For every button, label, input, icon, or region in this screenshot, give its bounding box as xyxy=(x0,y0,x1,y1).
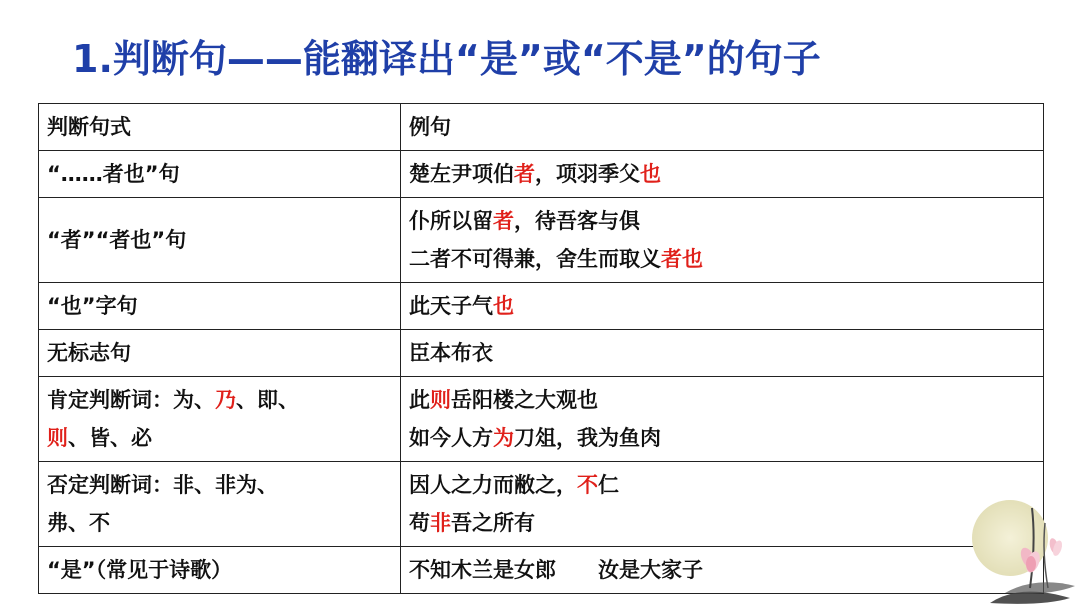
highlighted-keyword: 也 xyxy=(640,162,661,186)
text-segment: 不知木兰是女郎 汝是大家子 xyxy=(409,558,703,582)
judgment-sentence-table xyxy=(38,103,1044,594)
text-segment: 臣本布衣 xyxy=(409,341,493,365)
text-segment: 肯定判断词：为、 xyxy=(47,388,215,412)
text-segment: 楚左尹项伯 xyxy=(409,162,514,186)
example-cell xyxy=(401,283,1044,330)
cell-line xyxy=(409,466,1035,504)
highlighted-keyword: 不 xyxy=(577,473,598,497)
header-pattern-cell: 判断句式 xyxy=(39,104,401,151)
cell-line xyxy=(409,287,1035,325)
table-row xyxy=(39,283,1044,330)
text-segment: ，待吾客与俱 xyxy=(514,209,640,233)
text-segment: 此天子气 xyxy=(409,294,493,318)
text-segment: 无标志句 xyxy=(47,341,131,365)
cell-line xyxy=(47,334,392,372)
cell-line xyxy=(47,287,392,325)
text-segment: 仁 xyxy=(598,473,619,497)
highlighted-keyword: 则 xyxy=(430,388,451,412)
highlighted-keyword: 者 xyxy=(514,162,535,186)
cell-line xyxy=(47,504,392,542)
cell-line xyxy=(47,221,392,259)
text-segment: 二者不可得兼，舍生而取义 xyxy=(409,247,661,271)
highlighted-keyword: 乃 xyxy=(215,388,236,412)
text-segment: “……者也”句 xyxy=(47,162,180,186)
text-segment: 、即、 xyxy=(236,388,299,412)
pattern-cell xyxy=(39,547,401,594)
highlighted-keyword: 者也 xyxy=(661,247,703,271)
pattern-cell xyxy=(39,151,401,198)
cell-line xyxy=(409,240,1035,278)
text-segment: 弗、不 xyxy=(47,511,110,535)
cell-line xyxy=(47,551,392,589)
text-segment: 仆所以留 xyxy=(409,209,493,233)
pattern-cell xyxy=(39,330,401,377)
cell-line xyxy=(409,381,1035,419)
text-segment: 如今人方 xyxy=(409,426,493,450)
cell-line xyxy=(47,466,392,504)
pattern-cell xyxy=(39,462,401,547)
text-segment: 岳阳楼之大观也 xyxy=(451,388,598,412)
example-cell xyxy=(401,377,1044,462)
table-row xyxy=(39,151,1044,198)
highlighted-keyword: 则 xyxy=(47,426,68,450)
lotus-moon-ink-painting-icon xyxy=(950,488,1080,608)
header-example-cell: 例句 xyxy=(401,104,1044,151)
cell-line xyxy=(47,419,392,457)
text-segment: ，项羽季父 xyxy=(535,162,640,186)
table-header-row xyxy=(39,104,1044,151)
cell-line xyxy=(47,381,392,419)
cell-line xyxy=(409,504,1035,542)
table-row xyxy=(39,330,1044,377)
example-cell xyxy=(401,151,1044,198)
pattern-cell xyxy=(39,377,401,462)
example-cell xyxy=(401,198,1044,283)
text-segment: 否定判断词：非、非为、 xyxy=(47,473,278,497)
text-segment: 因人之力而敝之， xyxy=(409,473,577,497)
table-row xyxy=(39,547,1044,594)
text-segment: “者”“者也”句 xyxy=(47,228,187,252)
text-segment: 苟 xyxy=(409,511,430,535)
table-row xyxy=(39,377,1044,462)
text-segment: 此 xyxy=(409,388,430,412)
cell-line xyxy=(409,419,1035,457)
example-cell xyxy=(401,462,1044,547)
example-cell xyxy=(401,547,1044,594)
pattern-cell xyxy=(39,198,401,283)
text-segment: 、皆、必 xyxy=(68,426,152,450)
highlighted-keyword: 者 xyxy=(493,209,514,233)
cell-line xyxy=(409,202,1035,240)
text-segment: “是”（常见于诗歌） xyxy=(47,558,233,582)
table-row xyxy=(39,462,1044,547)
text-segment: “也”字句 xyxy=(47,294,138,318)
table-row xyxy=(39,198,1044,283)
text-segment: 吾之所有 xyxy=(451,511,535,535)
highlighted-keyword: 也 xyxy=(493,294,514,318)
cell-line xyxy=(409,155,1035,193)
page-title: 1.判断句——能翻译出“是”或“不是”的句子 xyxy=(72,37,821,81)
example-cell xyxy=(401,330,1044,377)
pattern-cell xyxy=(39,283,401,330)
highlighted-keyword: 为 xyxy=(493,426,514,450)
cell-line xyxy=(47,155,392,193)
text-segment: 刀俎，我为鱼肉 xyxy=(514,426,661,450)
cell-line xyxy=(409,551,1035,589)
highlighted-keyword: 非 xyxy=(430,511,451,535)
cell-line xyxy=(409,334,1035,372)
